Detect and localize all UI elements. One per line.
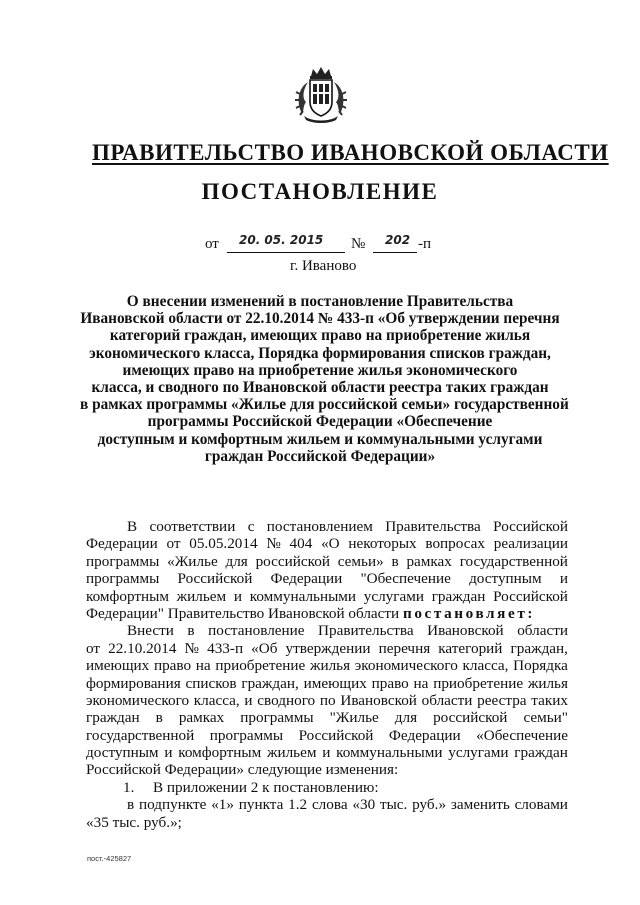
body-word: №	[184, 639, 200, 657]
body-word: услугами	[448, 744, 509, 762]
body-word: 22.10.2014	[108, 639, 177, 657]
body-word: и	[559, 570, 568, 588]
body-word: граждан	[431, 587, 486, 605]
body-word: от	[86, 639, 101, 657]
body-word: имеющих	[86, 657, 150, 675]
decree-word: постановляет:	[402, 604, 536, 622]
document-city: г. Иваново	[290, 258, 357, 274]
body-word: от	[166, 535, 181, 553]
body-word: на	[413, 674, 429, 692]
body-word: списков	[185, 674, 237, 692]
body-word: «О	[321, 535, 340, 553]
body-line	[86, 553, 568, 570]
body-word: государственной	[459, 552, 568, 570]
number-sign: №	[351, 236, 366, 252]
body-line	[86, 657, 568, 674]
body-word: словами	[514, 796, 568, 814]
body-word: «1»	[211, 796, 234, 814]
body-word: на	[195, 657, 211, 675]
body-word: Правительства	[318, 622, 414, 640]
subject-line: экономического класса, Порядка формирования списков граждан,	[89, 344, 551, 362]
body-word: право	[371, 674, 409, 692]
body-word: класса,	[462, 657, 509, 675]
amendment-paragraph	[86, 622, 568, 761]
body-word: Правительства	[385, 518, 481, 535]
body-line	[86, 727, 568, 744]
item-1-sub-last-text: «35 тыс. руб.»;	[86, 813, 182, 831]
number-underline	[373, 252, 417, 253]
body-word: реестра	[477, 691, 527, 709]
body-word: класса,	[193, 691, 240, 709]
body-line	[86, 588, 568, 605]
body-word: рамках	[406, 552, 452, 570]
subject-line: доступным и комфортным жильем и коммунальными услугами	[97, 430, 543, 448]
number-suffix: -п	[418, 236, 432, 252]
body-word: коммунальными	[336, 744, 443, 762]
body-word: экономического	[86, 691, 190, 709]
body-word: Федерации	[388, 726, 461, 744]
body-word: «30	[352, 796, 376, 814]
body-word: жилья	[527, 674, 568, 692]
body-word: услугами	[363, 587, 424, 605]
body-line	[86, 744, 568, 761]
body-word: таких	[531, 691, 568, 709]
body-word: области	[421, 691, 473, 709]
item-1-sub-last	[86, 814, 568, 831]
body-word: некоторых	[348, 535, 417, 553]
document-dateline	[205, 234, 445, 256]
preamble-last-line	[86, 605, 568, 622]
body-word: российской	[255, 552, 330, 570]
body-word: Российской	[177, 570, 253, 588]
subject-line: в рамках программы «Жилье для российской семьи» государственной	[80, 396, 569, 414]
body-word: подпункте	[138, 796, 207, 814]
body-line	[86, 535, 568, 552]
item-1-text: В приложении 2 к постановлению:	[153, 778, 379, 796]
subject-line: имеющих право на приобретение жилья экономического	[122, 361, 518, 379]
amendment-last-text: Российской Федерации» следующие изменения:	[86, 761, 399, 779]
body-word: в	[127, 796, 135, 814]
document-type-title: ПОСТАНОВЛЕНИЕ	[201, 179, 439, 204]
body-word: постановлением	[266, 518, 373, 535]
body-word: для	[225, 552, 248, 570]
body-word: комфортным	[86, 587, 169, 605]
body-word: реализации	[493, 535, 568, 553]
body-word: семьи"	[523, 709, 568, 727]
government-title: ПРАВИТЕЛЬСТВО ИВАНОВСКОЙ ОБЛАСТИ	[92, 140, 609, 165]
body-word: для	[394, 709, 418, 727]
body-word: и	[164, 744, 173, 762]
body-word: и	[322, 744, 331, 762]
body-word: категорий	[438, 639, 503, 657]
body-word: 05.05.2014	[189, 535, 258, 553]
body-word: в	[155, 709, 163, 727]
body-word: "Жилье	[329, 709, 379, 727]
body-word: соответствии	[149, 518, 236, 535]
body-word: российской	[433, 709, 508, 727]
body-word: Российской	[493, 518, 568, 535]
body-word: пункта	[238, 796, 284, 814]
date-prefix: от	[205, 236, 219, 252]
body-word: доступным	[469, 570, 542, 588]
body-word: Порядка	[513, 657, 568, 675]
body-word: программы	[86, 570, 160, 588]
body-word: имеющих	[303, 674, 367, 692]
body-word: комфортным	[178, 744, 262, 762]
body-word: граждан	[86, 709, 140, 727]
body-word: программы	[86, 552, 160, 570]
item-1-sub-line	[86, 796, 568, 813]
body-word: доступным	[86, 744, 159, 762]
item-1	[86, 779, 568, 796]
body-word: рамках	[178, 709, 225, 727]
subject-line: Ивановской области от 22.10.2014 № 433-п «Об утверждении перечня	[80, 310, 560, 328]
body-word: «Об	[251, 639, 278, 657]
subject-line: класса, и сводного по Ивановской области реестра таких граждан	[91, 378, 549, 396]
body-word: заменить	[450, 796, 510, 814]
body-word: Внести	[127, 622, 174, 640]
body-word: в	[391, 552, 399, 570]
body-word: утверждении	[285, 639, 371, 657]
body-word: сводного	[257, 691, 316, 709]
document-body	[86, 518, 568, 831]
body-word: и	[244, 691, 253, 709]
body-word: граждан,	[510, 639, 568, 657]
body-word: Ивановской	[427, 622, 504, 640]
preamble-last-text: Федерации" Правительство Ивановской области	[86, 604, 400, 622]
body-word: Российской	[493, 587, 568, 605]
item-1-number: 1.	[123, 778, 135, 796]
body-word: вопросах	[425, 535, 486, 553]
body-line	[86, 570, 568, 587]
body-word: программы	[209, 726, 284, 744]
body-line	[86, 518, 568, 535]
body-word: постановление	[208, 622, 305, 640]
body-line	[86, 692, 568, 709]
body-word: «Обеспечение	[476, 726, 568, 744]
subject-line: О внесении изменений в постановление Правительства	[126, 293, 514, 310]
body-word: жилья	[309, 657, 351, 675]
body-word: государственной	[86, 726, 195, 744]
body-word: коммунальными	[249, 587, 357, 605]
body-word: по	[319, 691, 336, 709]
subject-line: программы Российской Федерации «Обеспечение	[147, 413, 493, 431]
body-word: тыс.	[379, 796, 408, 814]
document-subject	[80, 293, 569, 465]
body-word: право	[153, 657, 192, 675]
coat-of-arms-icon	[294, 66, 348, 124]
body-word: с	[247, 518, 255, 535]
body-word: 1.2	[288, 796, 308, 814]
body-word: №	[266, 535, 281, 553]
body-line	[86, 640, 568, 657]
body-word: 404	[289, 535, 313, 553]
body-word: "Обеспечение	[360, 570, 451, 588]
body-word: формирования	[86, 674, 181, 692]
body-line	[86, 709, 568, 726]
body-word: 433-п	[207, 639, 244, 657]
body-word: перечня	[378, 639, 431, 657]
body-word: области	[517, 622, 568, 640]
body-word: Ивановской	[340, 691, 417, 709]
body-word: Федерации	[270, 570, 343, 588]
body-word: «Жилье	[167, 552, 218, 570]
body-word: слова	[311, 796, 348, 814]
body-word: граждан	[514, 744, 568, 762]
body-line	[86, 675, 568, 692]
body-word: жильем	[266, 744, 317, 762]
document-number: 202	[385, 233, 411, 247]
body-word: Федерации	[86, 535, 158, 553]
body-word: в	[187, 622, 195, 640]
date-underline	[227, 252, 345, 253]
subject-line: граждан Российской Федерации»	[204, 447, 436, 465]
body-word: руб.»	[412, 796, 447, 814]
body-word: приобретение	[215, 657, 306, 675]
document-code: пост.-425827	[87, 854, 132, 863]
body-line	[86, 622, 568, 639]
body-word: приобретение	[433, 674, 524, 692]
amendment-last-line	[86, 761, 568, 778]
body-word: В	[127, 518, 138, 535]
body-word: программы	[240, 709, 314, 727]
body-word: граждан,	[241, 674, 299, 692]
subject-line: категорий граждан, имеющих право на приобретение жилья	[109, 327, 531, 345]
body-word: экономического	[354, 657, 458, 675]
body-word: и	[233, 587, 242, 605]
document-date: 20. 05. 2015	[239, 233, 324, 247]
body-word: семьи»	[337, 552, 384, 570]
body-word: жильем	[176, 587, 227, 605]
body-word: Российской	[298, 726, 374, 744]
preamble-paragraph	[86, 518, 568, 605]
